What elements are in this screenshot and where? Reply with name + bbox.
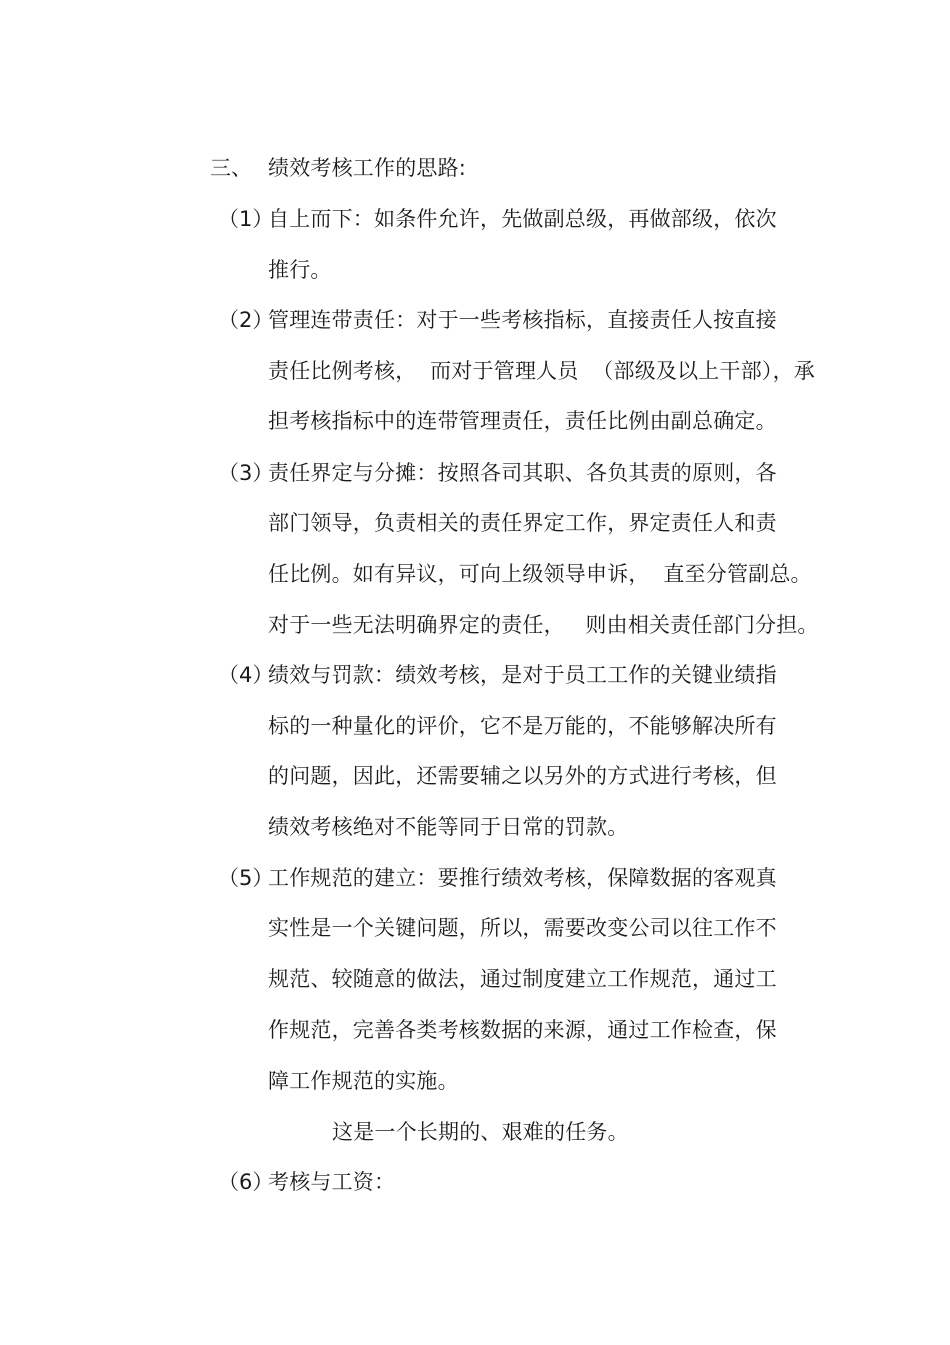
note-text: 这是一个长期的、艰难的任务。 (332, 1120, 629, 1144)
item-1-line-1: 自上而下：如条件允许，先做副总级，再做部级，依次 (268, 207, 777, 231)
item-4-line-1: 绩效与罚款：绩效考核，是对于员工工作的关键业绩指 (268, 663, 777, 687)
item-3-line-4: 对于一些无法明确界定的责任， 则由相关责任部门分担。 (268, 613, 819, 637)
item-6-marker: （6） (218, 1170, 274, 1194)
section-marker: 三、 (210, 156, 252, 180)
item-2-marker: （2） (218, 308, 274, 332)
item-3-marker: （3） (218, 461, 274, 485)
item-2-line-1: 管理连带责任：对于一些考核指标，直接责任人按直接 (268, 308, 777, 332)
item-4-line-4: 绩效考核绝对不能等同于日常的罚款。 (268, 815, 629, 839)
item-2-line-2: 责任比例考核， 而对于管理人员 （部级及以上干部），承 (268, 359, 815, 383)
item-5-line-5: 障工作规范的实施。 (268, 1069, 459, 1093)
item-5-line-1: 工作规范的建立：要推行绩效考核，保障数据的客观真 (268, 866, 777, 890)
item-5-line-3: 规范、较随意的做法，通过制度建立工作规范，通过工 (268, 967, 777, 991)
item-3-line-2: 部门领导，负责相关的责任界定工作，界定责任人和责 (268, 511, 777, 535)
item-4-marker: （4） (218, 663, 274, 687)
item-4-line-2: 标的一种量化的评价，它不是万能的，不能够解决所有 (268, 714, 777, 738)
item-1-marker: （1） (218, 207, 274, 231)
item-3-line-1: 责任界定与分摊：按照各司其职、各负其责的原则，各 (268, 461, 777, 485)
item-4-line-3: 的问题，因此，还需要辅之以另外的方式进行考核，但 (268, 764, 777, 788)
item-1-line-2: 推行。 (268, 258, 332, 282)
item-2-line-3: 担考核指标中的连带管理责任，责任比例由副总确定。 (268, 409, 777, 433)
item-6-line-1: 考核与工资： (268, 1170, 396, 1194)
item-5-line-2: 实性是一个关键问题，所以，需要改变公司以往工作不 (268, 916, 777, 940)
section-title: 绩效考核工作的思路: (268, 156, 467, 180)
item-5-line-4: 作规范，完善各类考核数据的来源，通过工作检查，保 (268, 1018, 777, 1042)
item-3-line-3: 任比例。如有异议，可向上级领导申诉， 直至分管副总。 (268, 562, 812, 586)
item-5-marker: （5） (218, 866, 274, 890)
